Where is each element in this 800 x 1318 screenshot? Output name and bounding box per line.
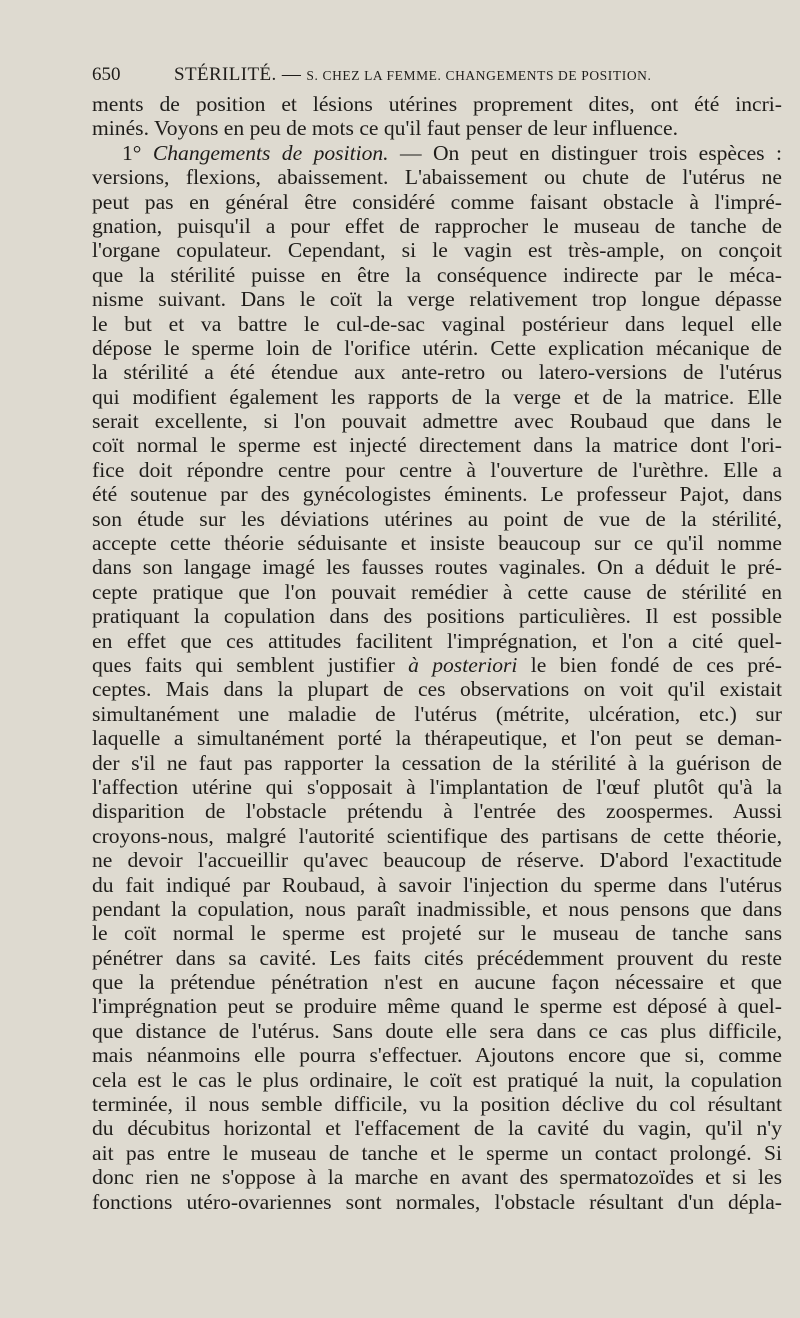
text-line: que la stérilité puisse en être la conséquence indirecte par le méca- (92, 262, 782, 287)
text-line: la stérilité a été étendue aux ante-retro ou latero-versions de l'utérus (92, 360, 782, 385)
text-line: peut pas en général être considéré comme faisant obstacle à l'impré- (92, 189, 782, 214)
text-line: simultanément une maladie de l'utérus (métrite, ulcération, etc.) sur (92, 701, 782, 726)
text-line-with-italic (92, 653, 782, 677)
text-fragment: le bien fondé de ces pré- (517, 652, 782, 677)
text-line: cepte pratique que l'on pouvait remédier à cette cause de stérilité en (92, 579, 782, 604)
text-line: ments de position et lésions utérines proprement dites, ont été incri- (92, 92, 782, 116)
text-line: l'imprégnation peut se produire même quand le sperme est déposé à quel- (92, 994, 782, 1019)
text-line: que distance de l'utérus. Sans doute elle sera dans ce cas plus difficile, (92, 1018, 782, 1043)
text-line: pendant la copulation, nous paraît inadmissible, et nous pensons que dans (92, 896, 782, 921)
text-line: le but et va battre le cul-de-sac vaginal postérieur dans lequel elle (92, 311, 782, 336)
text-line: laquelle a simultanément porté la thérapeutique, et l'on peut se deman- (92, 726, 782, 751)
text-line: en effet que ces attitudes facilitent l'imprégnation, et l'on a cité quel- (92, 628, 782, 653)
text-line: accepte cette théorie séduisante et insiste beaucoup sur ce qu'il nomme (92, 531, 782, 556)
text-line: mais néanmoins elle pourra s'effectuer. Ajoutons encore que si, comme (92, 1043, 782, 1068)
text-line: dépose le sperme loin de l'orifice utérin. Cette explication mécanique de (92, 335, 782, 360)
text-line: ceptes. Mais dans la plupart de ces observations on voit qu'il existait (92, 677, 782, 702)
text-line: dans son langage imagé les fausses routes vaginales. On a déduit le pré- (92, 555, 782, 580)
italic-phrase: à posteriori (408, 652, 518, 677)
text-line: donc rien ne s'oppose à la marche en avant des spermatozoïdes et si les (92, 1165, 782, 1190)
page-number: 650 (92, 64, 121, 85)
text-line: l'organe copulateur. Cependant, si le vagin est très-ample, on conçoit (92, 238, 782, 263)
text-line: que la prétendue pénétration n'est en aucune façon nécessaire et que (92, 970, 782, 995)
text-line: du fait indiqué par Roubaud, à savoir l'injection du sperme dans l'utérus (92, 872, 782, 897)
running-title (174, 60, 652, 91)
body-text (92, 92, 782, 1214)
text-line: der s'il ne faut pas rapporter la cessation de la stérilité à la guérison de (92, 750, 782, 775)
text-line: fonctions utéro-ovariennes sont normales, l'obstacle résultant d'un dépla- (92, 1189, 782, 1214)
section-heading-line (92, 141, 782, 165)
text-line: disparition de l'obstacle prétendu à l'entrée des zoospermes. Aussi (92, 799, 782, 824)
section-title: STÉRILITÉ. (174, 64, 277, 85)
text-line: minés. Voyons en peu de mots ce qu'il faut penser de leur influence. (92, 116, 678, 141)
running-header (92, 60, 782, 90)
list-number: 1° (122, 140, 142, 165)
text-line: versions, flexions, abaissement. L'abaissement ou chute de l'utérus ne (92, 165, 782, 190)
text-line: qui modifient également les rapports de la verge et de la matrice. Elle (92, 384, 782, 409)
text-line: ne devoir l'accueillir qu'avec beaucoup de réserve. D'abord l'exactitude (92, 848, 782, 873)
text-line: fice doit répondre centre pour centre à l'ouverture de l'urèthre. Elle a (92, 457, 782, 482)
text-line: du décubitus horizontal et l'effacement de la cavité du vagin, qu'il n'y (92, 1116, 782, 1141)
text-line: le coït normal le sperme est projeté sur le museau de tanche sans (92, 921, 782, 946)
header-dash: — (281, 64, 302, 85)
text-line: croyons-nous, malgré l'autorité scientifique des partisans de cette théorie, (92, 823, 782, 848)
text-line: gnation, puisqu'il a pour effet de rapprocher le museau de tanche de (92, 213, 782, 238)
text-line: serait excellente, si l'on pouvait admettre avec Roubaud que dans le (92, 409, 782, 434)
text-line: l'affection utérine qui s'opposait à l'implantation de l'œuf plutôt qu'à la (92, 774, 782, 799)
section-heading: Changements de position. (152, 140, 389, 165)
text-line: été soutenue par des gynécologistes éminents. Le professeur Pajot, dans (92, 482, 782, 507)
header-subtitle: S. CHEZ LA FEMME. CHANGEMENTS DE POSITION. (306, 68, 652, 83)
text-line: coït normal le sperme est injecté directement dans la matrice dont l'ori- (92, 433, 782, 458)
heading-continuation: — On peut en distinguer trois espèces : (388, 140, 782, 165)
text-fragment: ques faits qui semblent justifier (92, 652, 409, 677)
text-line: pratiquant la copulation dans des positions particulières. Il est possible (92, 604, 782, 629)
text-line: pénétrer dans sa cavité. Les faits cités précédemment prouvent du reste (92, 945, 782, 970)
text-line: ait pas entre le museau de tanche et le sperme un contact prolongé. Si (92, 1140, 782, 1165)
text-line: terminée, il nous semble difficile, vu la position déclive du col résultant (92, 1092, 782, 1117)
text-line: nisme suivant. Dans le coït la verge relativement trop longue dépasse (92, 287, 782, 312)
text-line: son étude sur les déviations utérines au point de vue de la stérilité, (92, 506, 782, 531)
text-line: cela est le cas le plus ordinaire, le coït est pratiqué la nuit, la copulation (92, 1067, 782, 1092)
